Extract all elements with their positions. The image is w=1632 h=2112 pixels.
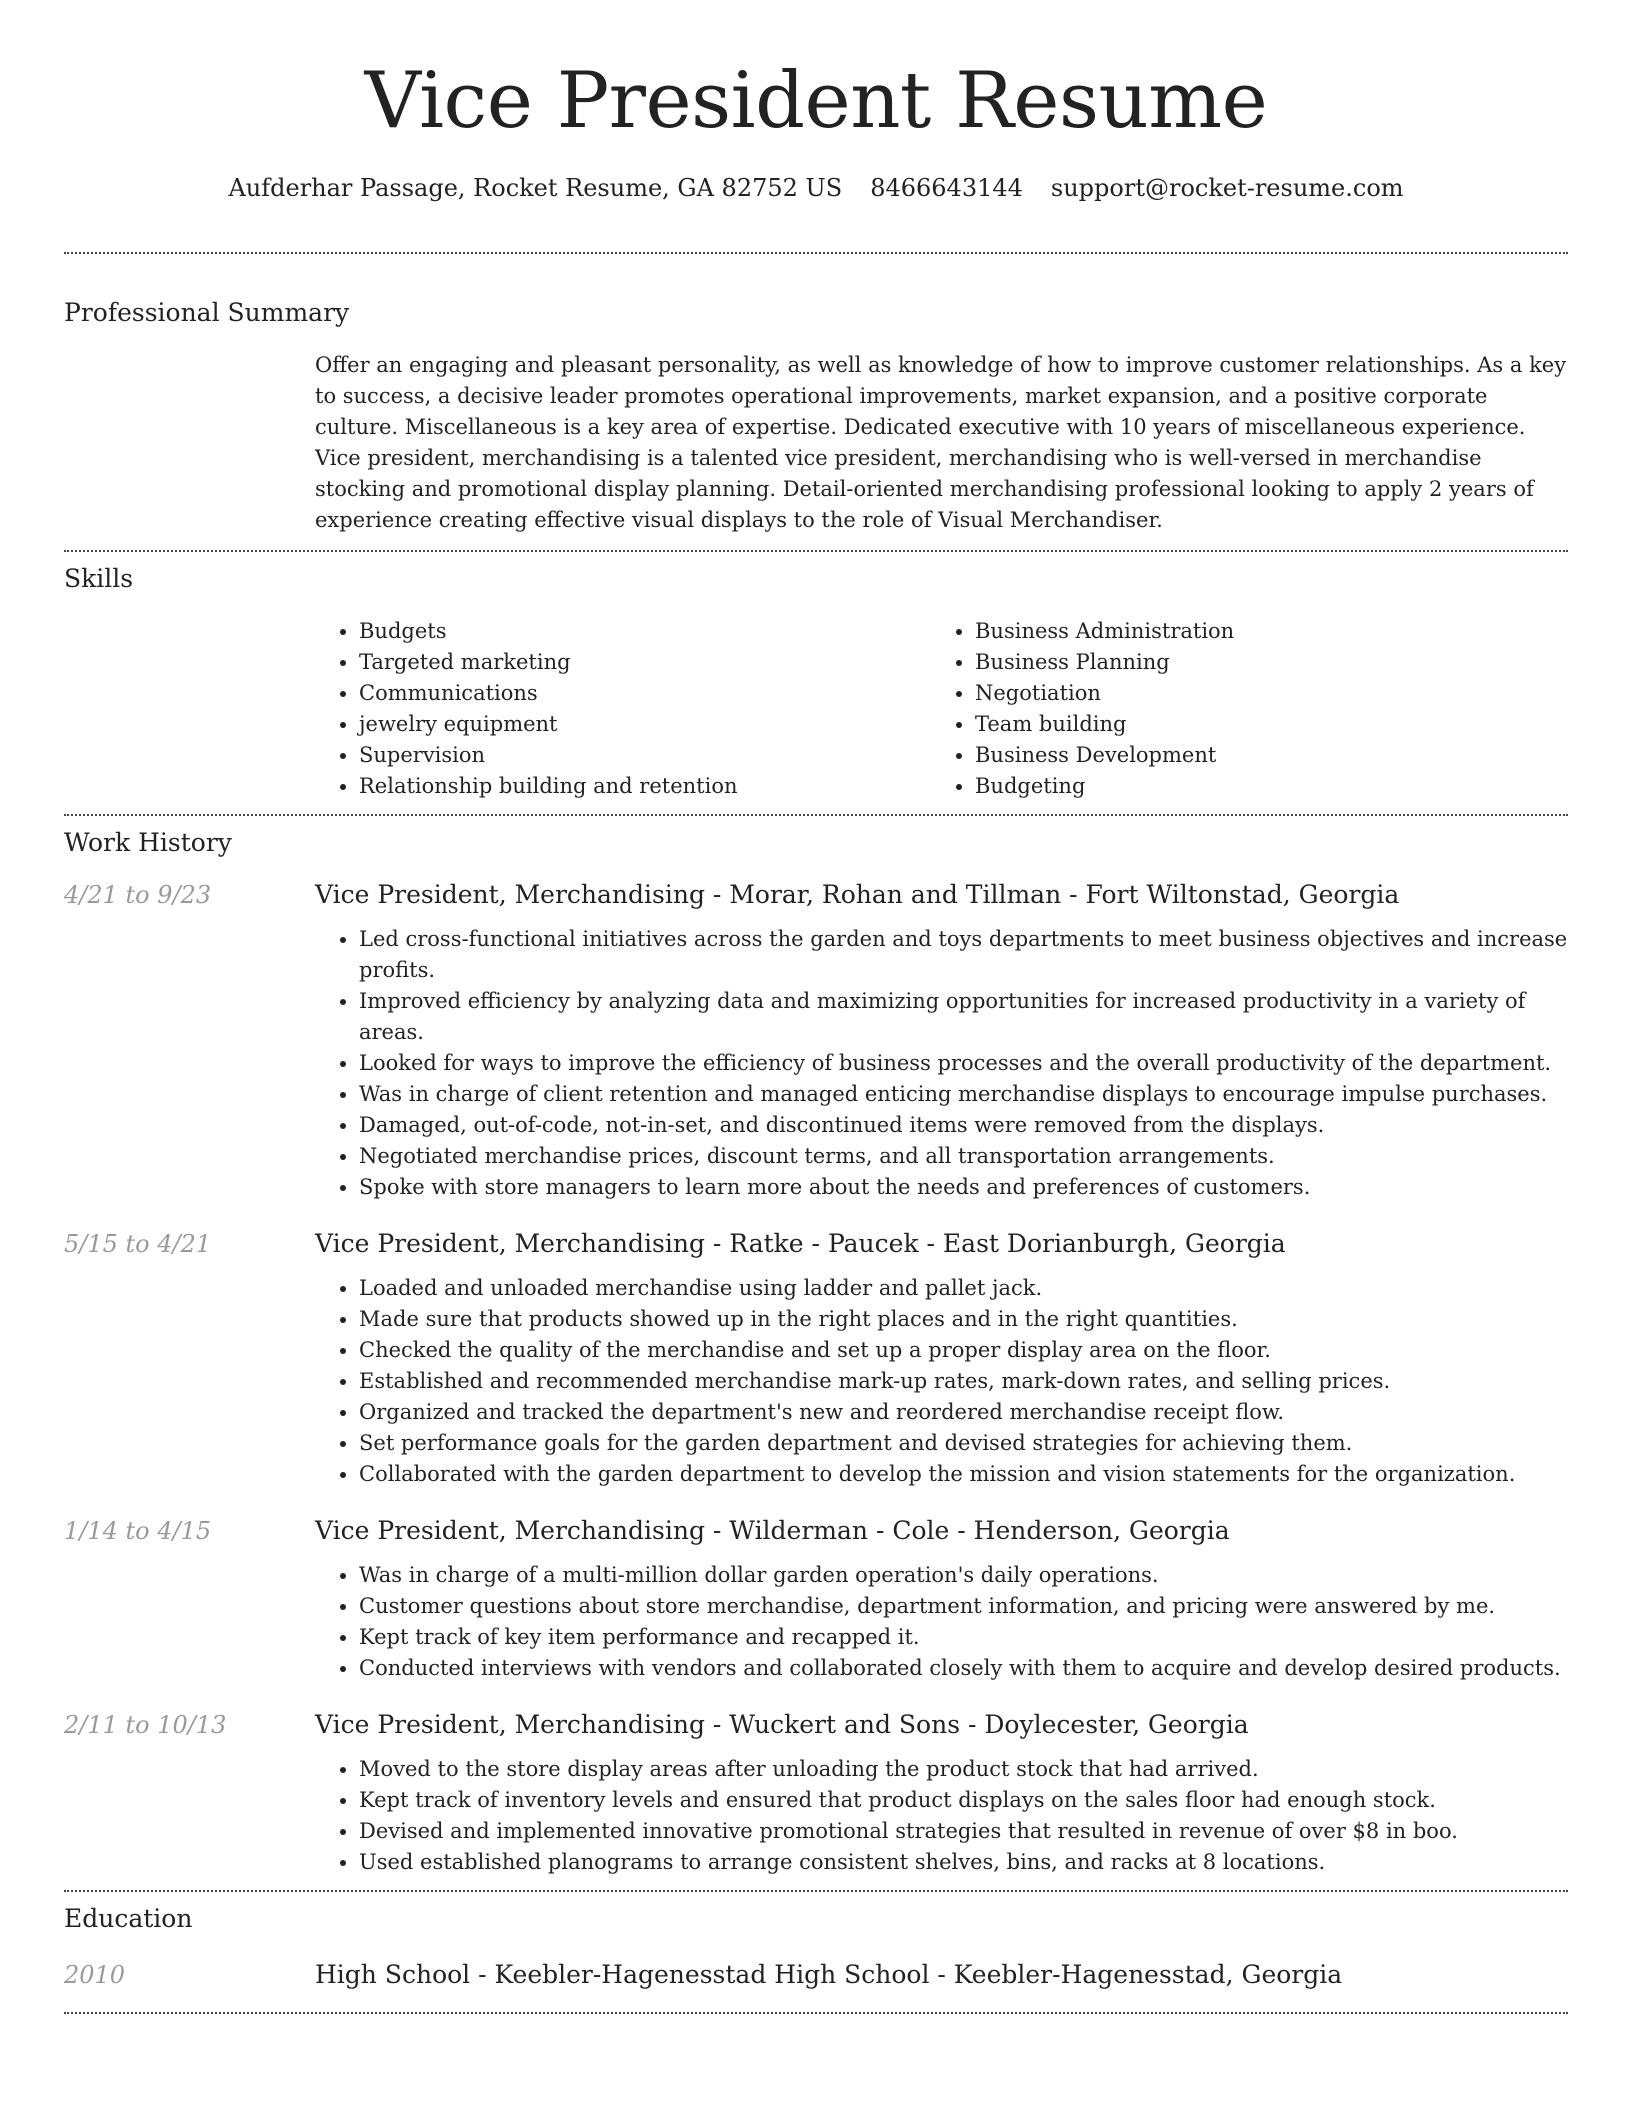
summary-heading: Professional Summary <box>64 298 350 327</box>
divider <box>64 550 1568 552</box>
job-bullet: • Used established planograms to arrange consistent shelves, bins, and racks at 8 locations. <box>359 1847 1568 1878</box>
job-title: Vice President, Merchandising - Wuckert and Sons - Doylecester, Georgia <box>315 1710 1249 1739</box>
contact-line <box>64 172 1568 204</box>
job-bullet: • Kept track of key item performance and recapped it. <box>359 1622 1568 1653</box>
job-entry <box>64 1708 1568 1878</box>
job-bullets <box>315 924 1568 1203</box>
skill-item: • Team building <box>975 709 1547 740</box>
job-date: 5/15 to 4/21 <box>64 1230 212 1258</box>
divider <box>64 252 1568 254</box>
resume-page <box>64 0 1568 2014</box>
job-bullets <box>315 1754 1568 1878</box>
job-bullet: • Moved to the store display areas after unloading the product stock that had arrived. <box>359 1754 1568 1785</box>
job-bullet: • Made sure that products showed up in the right places and in the right quantities. <box>359 1304 1568 1335</box>
job-title: Vice President, Merchandising - Wilderman - Cole - Henderson, Georgia <box>315 1516 1230 1545</box>
skill-item: • Supervision <box>359 740 931 771</box>
job-bullet: • Damaged, out-of-code, not-in-set, and discontinued items were removed from the displays. <box>359 1110 1568 1141</box>
job-bullet: • Negotiated merchandise prices, discount terms, and all transportation arrangements. <box>359 1141 1568 1172</box>
divider <box>64 814 1568 816</box>
summary-text: Offer an engaging and pleasant personality, as well as knowledge of how to improve customer relationships. As a key to success, a decisive leader promotes operational improvements, market expansion, and a positive corporate culture. Miscellaneous is a key area of expertise. Dedicated executive with 10 years of miscellaneous experience. Vice president, merchandising is a talented vice president, merchandising who is well-versed in merchandise stocking and promotional display planning. Detail-oriented merchandising professional looking to apply 2 years of experience creating effective visual displays to the role of Visual Merchandiser. <box>315 353 1567 532</box>
skills-section <box>315 616 1568 802</box>
job-bullet: • Conducted interviews with vendors and collaborated closely with them to acquire and develop desired products. <box>359 1653 1568 1684</box>
divider <box>64 2012 1568 2014</box>
job-bullet: • Kept track of inventory levels and ensured that product displays on the sales floor had enough stock. <box>359 1785 1568 1816</box>
education-title: High School - Keebler-Hagenesstad High School - Keebler-Hagenesstad, Georgia <box>315 1960 1343 1989</box>
education-date: 2010 <box>64 1961 126 1989</box>
job-date: 1/14 to 4/15 <box>64 1517 212 1545</box>
education-heading: Education <box>64 1904 193 1933</box>
skills-right-list <box>931 616 1547 802</box>
job-bullet: • Organized and tracked the department's new and reordered merchandise receipt flow. <box>359 1397 1568 1428</box>
job-bullet: • Set performance goals for the garden department and devised strategies for achieving them. <box>359 1428 1568 1459</box>
job-date: 4/21 to 9/23 <box>64 881 212 909</box>
skill-item: • Relationship building and retention <box>359 771 931 802</box>
job-bullet: • Spoke with store managers to learn more about the needs and preferences of customers. <box>359 1172 1568 1203</box>
job-entry <box>64 1227 1568 1490</box>
skill-item: • jewelry equipment <box>359 709 931 740</box>
job-bullets <box>315 1273 1568 1490</box>
skill-item: • Communications <box>359 678 931 709</box>
resume-title: Vice President Resume <box>364 56 1268 146</box>
job-bullet: • Was in charge of a multi-million dollar garden operation's daily operations. <box>359 1560 1568 1591</box>
job-bullet: • Devised and implemented innovative promotional strategies that resulted in revenue of over $8 in boo. <box>359 1816 1568 1847</box>
job-bullet: • Was in charge of client retention and managed enticing merchandise displays to encourage impulse purchases. <box>359 1079 1568 1110</box>
job-bullet: • Established and recommended merchandise mark-up rates, mark-down rates, and selling prices. <box>359 1366 1568 1397</box>
job-bullet: • Led cross-functional initiatives across the garden and toys departments to meet business objectives and increase profits. <box>359 924 1568 986</box>
skill-item: • Business Planning <box>975 647 1547 678</box>
job-bullet: • Improved efficiency by analyzing data and maximizing opportunities for increased productivity in a variety of areas. <box>359 986 1568 1048</box>
skill-item: • Targeted marketing <box>359 647 931 678</box>
job-entry <box>64 878 1568 1203</box>
work-heading: Work History <box>64 828 232 857</box>
skill-item: • Budgets <box>359 616 931 647</box>
job-bullet: • Looked for ways to improve the efficiency of business processes and the overall productivity of the department. <box>359 1048 1568 1079</box>
skills-left-list <box>315 616 931 802</box>
job-entry <box>64 1514 1568 1684</box>
skill-item: • Negotiation <box>975 678 1547 709</box>
contact-email[interactable]: support@rocket-resume.com <box>1050 174 1404 202</box>
job-bullet: • Customer questions about store merchandise, department information, and pricing were answered by me. <box>359 1591 1568 1622</box>
job-title: Vice President, Merchandising - Ratke - Paucek - East Dorianburgh, Georgia <box>315 1229 1286 1258</box>
job-date: 2/11 to 10/13 <box>64 1711 227 1739</box>
contact-phone: 8466643144 <box>870 174 1023 202</box>
job-bullet: • Collaborated with the garden department to develop the mission and vision statements for the organization. <box>359 1459 1568 1490</box>
job-bullet: • Loaded and unloaded merchandise using ladder and pallet jack. <box>359 1273 1568 1304</box>
summary-section <box>315 350 1568 536</box>
skill-item: • Budgeting <box>975 771 1547 802</box>
work-section <box>64 878 1568 1878</box>
job-bullets <box>315 1560 1568 1684</box>
skill-item: • Business Development <box>975 740 1547 771</box>
education-entry <box>64 1958 1568 1992</box>
contact-address: Aufderhar Passage, Rocket Resume, GA 82752 US <box>228 174 843 202</box>
skills-heading: Skills <box>64 564 134 593</box>
job-title: Vice President, Merchandising - Morar, Rohan and Tillman - Fort Wiltonstad, Georgia <box>315 880 1400 909</box>
job-bullet: • Checked the quality of the merchandise and set up a proper display area on the floor. <box>359 1335 1568 1366</box>
divider <box>64 1890 1568 1892</box>
skill-item: • Business Administration <box>975 616 1547 647</box>
